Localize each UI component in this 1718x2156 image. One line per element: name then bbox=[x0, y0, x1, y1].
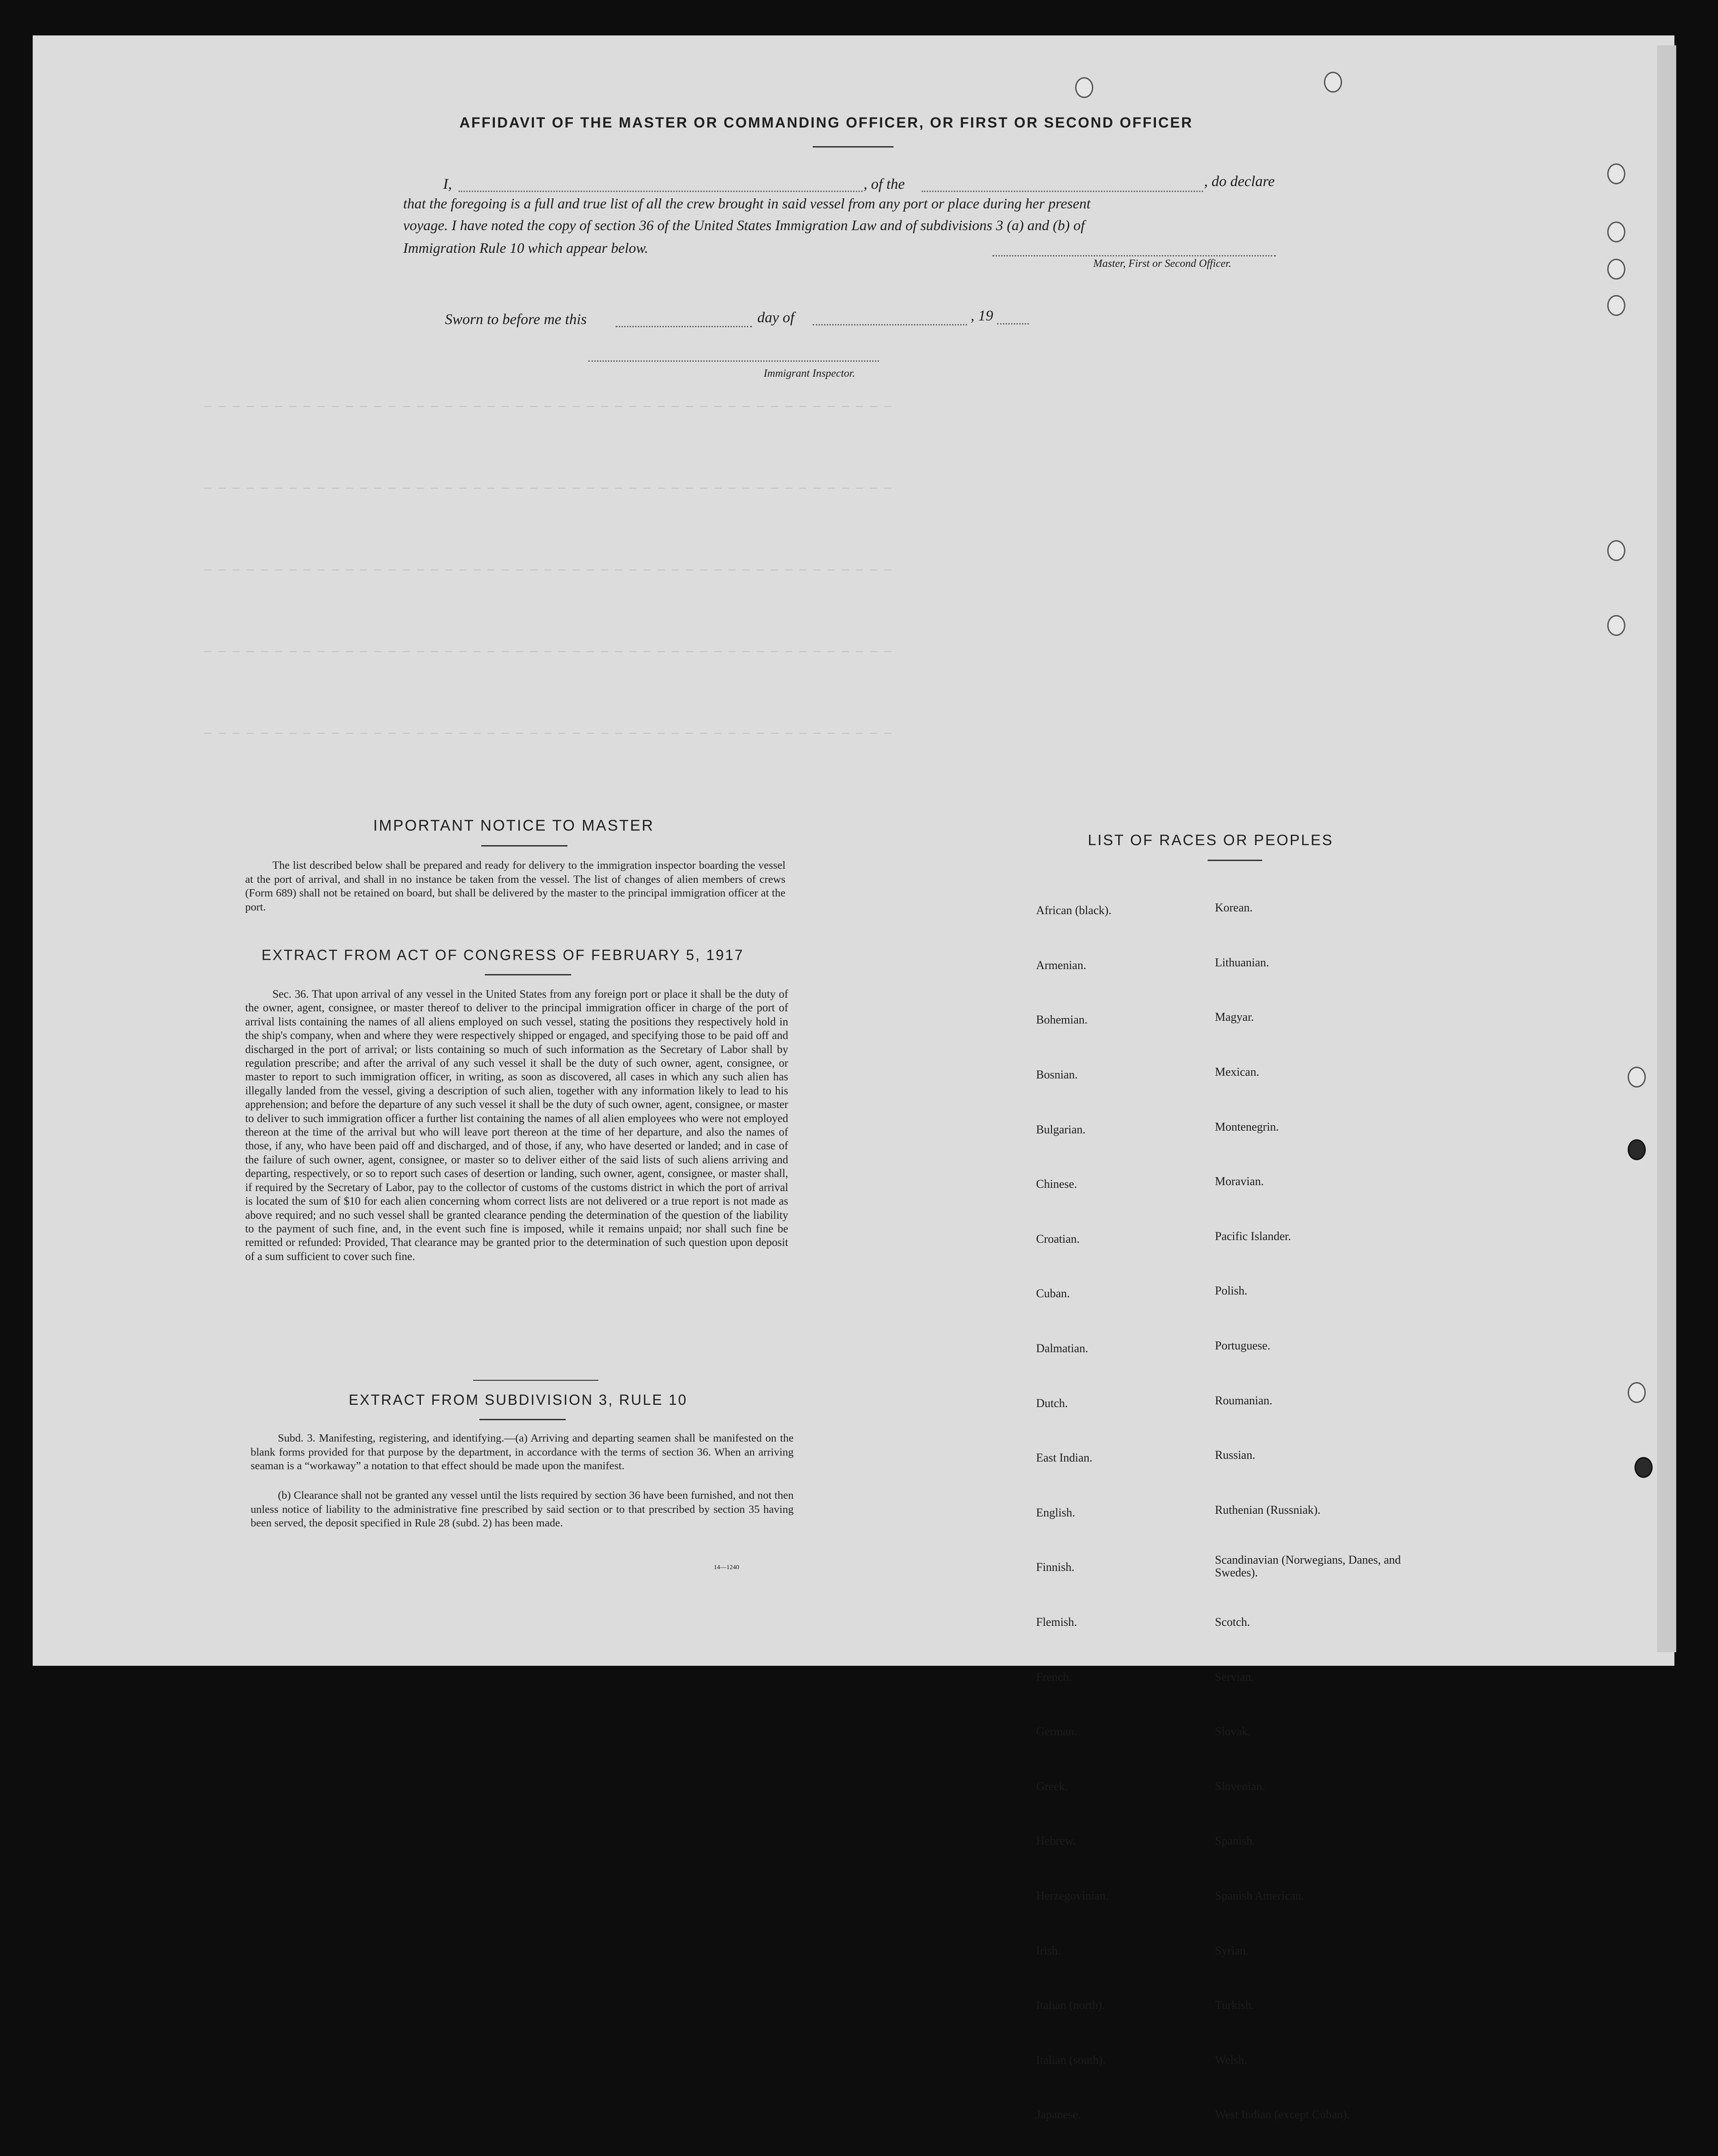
notice-body: The list described below shall be prepared and ready for delivery to the immigration inspector boarding the vessel at the port of arrival, and shall in no instance be taken from the vessel. The list of changes of alien members of crews (Form 689) shall not be retained on board, but shall be delivered by the master to the principal immigration officer at the port. bbox=[245, 859, 785, 913]
declarant-name-field[interactable] bbox=[459, 191, 863, 192]
affidavit-text-line: Immigration Rule 10 which appear below. bbox=[403, 240, 648, 256]
sworn-label: Sworn to before me this bbox=[445, 311, 587, 328]
race-item: Scotch. bbox=[1215, 1615, 1250, 1629]
race-item: Magyar. bbox=[1215, 1010, 1254, 1024]
race-item: Slovak. bbox=[1215, 1725, 1251, 1738]
race-item: German. bbox=[1036, 1725, 1077, 1738]
document-sheet bbox=[33, 35, 1674, 1666]
race-item: Japanese. bbox=[1036, 2108, 1081, 2122]
vessel-name-field[interactable] bbox=[922, 191, 1203, 192]
race-item: Mexican. bbox=[1215, 1065, 1259, 1079]
race-item: Moravian. bbox=[1215, 1175, 1264, 1188]
act-extract-title-rule bbox=[485, 974, 571, 975]
race-item: Flemish. bbox=[1036, 1615, 1077, 1629]
race-item: Dutch. bbox=[1036, 1396, 1068, 1410]
race-item: Scandinavian (Norwegians, Danes, and Swedes). bbox=[1215, 1553, 1401, 1580]
race-item: Bosnian. bbox=[1036, 1068, 1078, 1082]
binder-hole-icon bbox=[1607, 259, 1625, 280]
sworn-day-field[interactable] bbox=[616, 326, 752, 327]
race-item: Croatian. bbox=[1036, 1232, 1080, 1245]
binder-hole-icon bbox=[1607, 163, 1625, 184]
inspector-signature-field[interactable] bbox=[588, 360, 879, 362]
rule-extract-title-rule bbox=[479, 1419, 566, 1420]
race-item: Servian. bbox=[1215, 1670, 1254, 1683]
master-signature-field[interactable] bbox=[992, 255, 1276, 256]
race-item: Spanish American. bbox=[1215, 1889, 1304, 1902]
affidavit-title: AFFIDAVIT OF THE MASTER OR COMMANDING OFFICER, OR FIRST OR SECOND OFFICER bbox=[459, 114, 1193, 131]
bleed-through-row: — — — — — — — — — — — — — — — — — — — — — — — — — — — — — — — — — — — — — — — — — — — — — — — — — bbox=[204, 645, 892, 658]
notice-title: IMPORTANT NOTICE TO MASTER bbox=[373, 817, 654, 834]
binder-hole-icon bbox=[1607, 222, 1625, 242]
binder-hole-icon bbox=[1607, 540, 1625, 561]
race-item: Pacific Islander. bbox=[1215, 1229, 1291, 1243]
race-item: East Indian. bbox=[1036, 1451, 1093, 1465]
race-item: Dalmatian. bbox=[1036, 1342, 1088, 1355]
race-item: Roumanian. bbox=[1215, 1393, 1273, 1407]
binder-hole-icon bbox=[1628, 1067, 1646, 1088]
races-left-column bbox=[1036, 870, 1227, 2156]
race-item: Italian (south). bbox=[1036, 2053, 1106, 2067]
year-label: , 19 bbox=[971, 308, 993, 324]
affidavit-text-line: voyage. I have noted the copy of section 36 of the United States Immigration Law and of subdivisions 3 (a) and (b) of bbox=[403, 217, 1085, 233]
race-item: Herzegovinian. bbox=[1036, 1889, 1109, 1902]
race-item: Portuguese. bbox=[1215, 1339, 1271, 1353]
bleed-through-row: — — — — — — — — — — — — — — — — — — — — — — — — — — — — — — — — — — — — — — — — — — — — — — — — — bbox=[204, 726, 892, 740]
race-item: Korean. bbox=[1215, 901, 1253, 915]
master-signature-label: Master, First or Second Officer. bbox=[1093, 258, 1231, 270]
race-item: Bulgarian. bbox=[1036, 1122, 1086, 1136]
inspector-label: Immigrant Inspector. bbox=[764, 368, 855, 379]
act-extract-title: EXTRACT FROM ACT OF CONGRESS OF FEBRUARY 5, 1917 bbox=[262, 947, 744, 963]
race-item: Bohemian. bbox=[1036, 1013, 1088, 1027]
binder-hole-icon bbox=[1628, 1139, 1646, 1160]
binder-hole-icon bbox=[1628, 1382, 1646, 1403]
binder-hole-icon bbox=[1607, 615, 1625, 636]
day-of-label: day of bbox=[757, 310, 795, 326]
rule-extract-para-b: (b) Clearance shall not be granted any vessel until the lists required by section 36 have been furnished, and not then unless notice of liability to the administrative fine prescribed by said section or to that prescribed by section 35 having been served, the deposit specified in Rule 28 (subd. 2) has been made. bbox=[251, 1489, 794, 1529]
race-item: Italian (north). bbox=[1036, 1998, 1105, 2012]
binder-hole-icon bbox=[1324, 72, 1342, 93]
race-item: Cuban. bbox=[1036, 1287, 1070, 1300]
binder-hole-icon bbox=[1075, 77, 1093, 98]
affidavit-declare-label: , do declare bbox=[1204, 173, 1275, 190]
race-item: Hebrew. bbox=[1036, 1834, 1076, 1848]
act-extract-body: Sec. 36. That upon arrival of any vessel in the United States from any foreign port or place it shall be the duty of the owner, agent, consignee, or master thereof to deliver to the principal immigration officer in charge of the port of arrival lists containing the names of all aliens employed on such vessel, stating the positions they respectively hold in the ship's company, when and where they were respectively shipped or engaged, and specifying those to be paid off and discharged in the port of arrival; or lists containing so much of such information as the Secretary of Labor shall by regulation prescribe; and after the arrival of any such vessel it shall be the duty of such owner, agent, consignee, or master to report to such immigration officer, in writing, as soon as discovered, all cases in which any such alien has illegally landed from the vessel, giving a description of such alien, together with any information likely to lead to his apprehension; and before the departure of any such vessel it shall be the duty of such owner, agent, consignee, or master to deliver to such immigration officer a further list containing the names of all alien employees who were not employed thereon at the time of the arrival but who will leave port thereon at the time of her departure, and also the names of those, if any, who have been paid off and discharged, and of those, if any, who have deserted or landed; and in case of the failure of such owner, agent, consignee, or master so to deliver either of the said lists of such aliens arriving and departing, respectively, or so to report such cases of desertion or landing, such owner, agent, consignee, or master shall, if required by the Secretary of Labor, pay to the collector of customs of the customs district in which the port of arrival is located the sum of $10 for each alien concerning whom correct lists are not delivered or a true report is not made as above required; and no such vessel shall be granted clearance pending the determination of the question of the liability to the payment of such fine, and, in the event such fine is imposed, while it remains unpaid; nor shall such fine be remitted or refunded: Provided, That clearance may be granted prior to the determination of such question upon deposit of a sum sufficient to cover such fine. bbox=[245, 988, 788, 1263]
races-right-column bbox=[1215, 867, 1415, 2156]
rule-extract-para-a: Subd. 3. Manifesting, registering, and identifying.—(a) Arriving and departing seamen shall be manifested on the blank forms provided for that purpose by the department, in accordance with the terms of section 36. When an arriving seaman is a “workaway” a notation to that effect should be made upon the manifest. bbox=[251, 1432, 794, 1472]
sworn-year-field[interactable] bbox=[997, 323, 1029, 325]
affidavit-of-the-label: , of the bbox=[864, 176, 905, 192]
form-number: 14—1240 bbox=[714, 1564, 739, 1571]
affidavit-title-rule bbox=[813, 146, 894, 148]
binder-hole-icon bbox=[1607, 295, 1625, 316]
race-item: Ruthenian (Russniak). bbox=[1215, 1503, 1321, 1516]
bleed-through-row: — — — — — — — — — — — — — — — — — — — — — — — — — — — — — — — — — — — — — — — — — — — — — — — — — bbox=[204, 399, 892, 413]
race-item: Welsh. bbox=[1215, 2053, 1247, 2067]
race-item: Chinese. bbox=[1036, 1177, 1077, 1191]
underlying-sheet-edge bbox=[1657, 45, 1676, 1652]
race-item: Slovenian. bbox=[1215, 1779, 1265, 1793]
bleed-through-row: — — — — — — — — — — — — — — — — — — — — — — — — — — — — — — — — — — — — — — — — — — — — — — — — — bbox=[204, 563, 892, 576]
race-item: Lithuanian. bbox=[1215, 955, 1269, 969]
race-item: Russian. bbox=[1215, 1448, 1255, 1462]
race-item: English. bbox=[1036, 1506, 1075, 1519]
race-item: Turkish. bbox=[1215, 1998, 1254, 2012]
race-item: Polish. bbox=[1215, 1284, 1248, 1298]
sworn-month-field[interactable] bbox=[813, 324, 967, 325]
bleed-through-row: — — — — — — — — — — — — — — — — — — — — — — — — — — — — — — — — — — — — — — — — — — — — — — — — — bbox=[204, 481, 892, 495]
race-item: French. bbox=[1036, 1670, 1072, 1683]
race-item: Greek. bbox=[1036, 1779, 1068, 1793]
affidavit-declarant-label: I, bbox=[443, 176, 452, 192]
race-item: African (black). bbox=[1036, 904, 1112, 917]
races-title: LIST OF RACES OR PEOPLES bbox=[1088, 832, 1333, 848]
binder-hole-icon bbox=[1634, 1457, 1653, 1478]
act-extract-end-rule bbox=[473, 1380, 598, 1381]
race-item: Syrian. bbox=[1215, 1944, 1249, 1957]
race-item: Spanish. bbox=[1215, 1834, 1255, 1848]
race-item: Montenegrin. bbox=[1215, 1120, 1279, 1133]
races-title-rule bbox=[1208, 860, 1262, 861]
notice-title-rule bbox=[481, 845, 568, 847]
affidavit-text-line: that the foregoing is a full and true list of all the crew brought in said vessel from any port or place during her present bbox=[403, 195, 1091, 212]
rule-extract-title: EXTRACT FROM SUBDIVISION 3, RULE 10 bbox=[349, 1392, 688, 1408]
race-item: Irish. bbox=[1036, 1944, 1061, 1957]
race-item: Finnish. bbox=[1036, 1560, 1075, 1574]
race-item: Armenian. bbox=[1036, 958, 1086, 972]
race-item: West Indian (except Cuban). bbox=[1215, 2108, 1350, 2122]
